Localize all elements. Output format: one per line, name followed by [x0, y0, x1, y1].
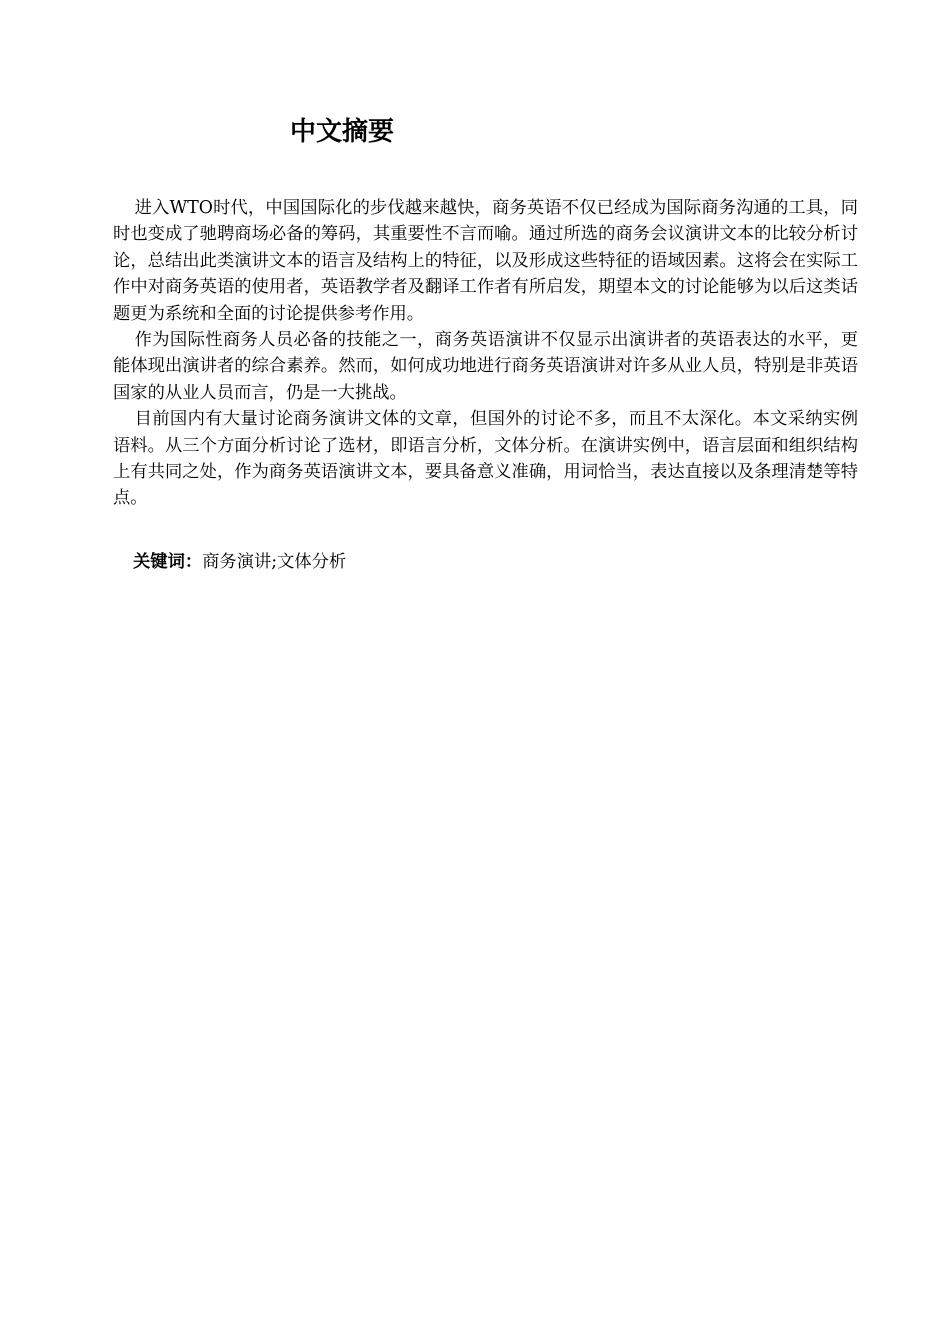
- keywords-value: 商务演讲;文体分析: [202, 552, 347, 572]
- abstract-body: [113, 195, 858, 512]
- keywords-line: [133, 549, 346, 575]
- keywords-label: 关键词：: [133, 552, 203, 572]
- abstract-paragraph-2: 作为国际性商务人员必备的技能之一，商务英语演讲不仅显示出演讲者的英语表达的水平，更能体现出演讲者的综合素养。然而，如何成功地进行商务英语演讲对许多从业人员，特别是非英语国家的从业人员而言，仍是一大挑战。: [113, 330, 858, 403]
- page-title: 中文摘要: [289, 117, 394, 147]
- abstract-paragraph-3: 目前国内有大量讨论商务演讲文体的文章，但国外的讨论不多，而且不太深化。本文采纳实例语料。从三个方面分析讨论了选材，即语言分析，文体分析。在演讲实例中，语言层面和组织结构上有共同之处，作为商务英语演讲文本，要具备意义准确，用词恰当，表达直接以及条理清楚等特点。: [113, 409, 858, 509]
- abstract-paragraph-1: 进入WTO时代，中国国际化的步伐越来越快，商务英语不仅已经成为国际商务沟通的工具，同时也变成了驰聘商场必备的筹码，其重要性不言而喻。通过所选的商务会议演讲文本的比较分析讨论，总结出此类演讲文本的语言及结构上的特征，以及形成这些特征的语域因素。这将会在实际工作中对商务英语的使用者，英语教学者及翻译工作者有所启发，期望本文的讨论能够为以后这类话题更为系统和全面的讨论提供参考作用。: [113, 198, 858, 324]
